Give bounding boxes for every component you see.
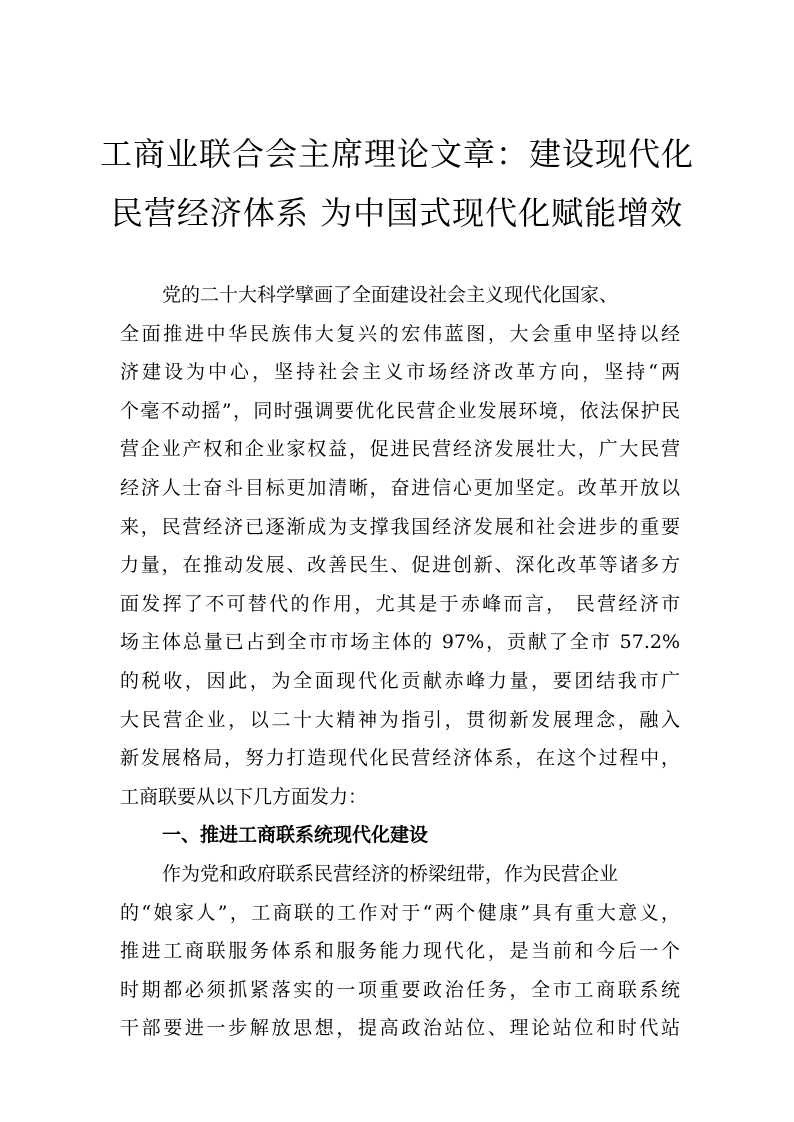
- paragraph-line: 工商联要从以下几方面发力：: [120, 785, 368, 808]
- document-body: [120, 276, 680, 1048]
- paragraph-line: 新发展格局，努力打造现代化民营经济体系，在这个过程中，: [120, 747, 680, 770]
- paragraph-line: 个毫不动摇”，同时强调要优化民营企业发展环境，依法保护民: [120, 399, 680, 422]
- paragraph-line: 的“娘家人”，工商联的工作对于“两个健康”具有重大意义，: [120, 901, 680, 924]
- paragraph-line: 来，民营经济已逐渐成为支撑我国经济发展和社会进步的重要: [120, 515, 680, 538]
- paragraph-line: 干部要进一步解放思想，提高政治站位、理论站位和时代站: [120, 1017, 680, 1040]
- paragraph-line: 时期都必须抓紧落实的一项重要政治任务，全市工商联系统: [120, 978, 680, 1001]
- paragraph-line: 面发挥了不可替代的作用，尤其是于赤峰而言， 民营经济市: [120, 592, 680, 615]
- section-heading: 一、推进工商联系统现代化建设: [162, 824, 429, 847]
- paragraph-line: 济建设为中心，坚持社会主义市场经济改革方向，坚持“两: [120, 361, 680, 384]
- paragraph-line: 力量，在推动发展、改善民生、促进创新、深化改革等诸多方: [120, 554, 680, 577]
- paragraph-line: 全面推进中华民族伟大复兴的宏伟蓝图，大会重申坚持以经: [120, 322, 680, 345]
- paragraph-line: 党的二十大科学擘画了全面建设社会主义现代化国家、: [162, 284, 619, 306]
- paragraph-line: 场主体总量已占到全市市场主体的 97%，贡献了全市 57.2%: [120, 631, 680, 654]
- paragraph-line: 营企业产权和企业家权益，促进民营经济发展壮大，广大民营: [120, 438, 680, 461]
- paragraph-line: 作为党和政府联系民营经济的桥梁纽带，作为民营企业: [162, 862, 619, 885]
- paragraph-line: 经济人士奋斗目标更加清晰，奋进信心更加坚定。改革开放以: [120, 476, 680, 499]
- document-title-line-2: 民营经济体系 为中国式现代化赋能增效: [110, 194, 684, 232]
- document-title-line-1: 工商业联合会主席理论文章：建设现代化: [100, 135, 695, 173]
- paragraph-line: 推进工商联服务体系和服务能力现代化，是当前和今后一个: [120, 940, 680, 963]
- paragraph-line: 大民营企业，以二十大精神为指引，贯彻新发展理念，融入: [120, 708, 680, 731]
- paragraph-line: 的税收，因此，为全面现代化贡献赤峰力量，要团结我市广: [120, 669, 680, 692]
